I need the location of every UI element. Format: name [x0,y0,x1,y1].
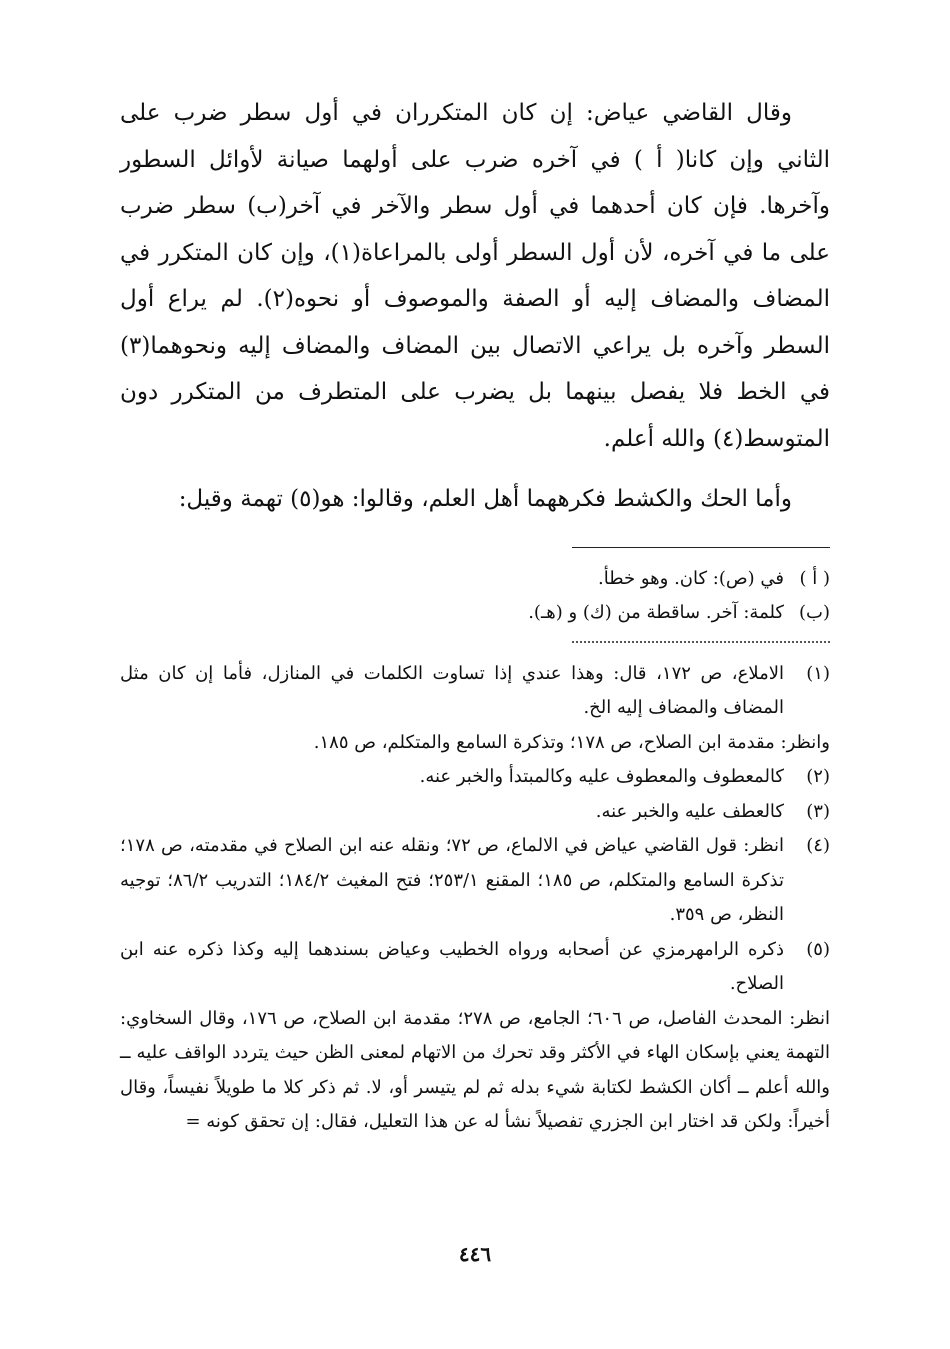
footnote-line: الاملاع، ص ١٧٢، قال: وهذا عندي إذا تساوت الكلمات في المنازل، فأما إن كان مثل المضاف والمضاف إليه الخ. [120,662,784,718]
footnote-5 [120,933,830,1002]
footnote-1 [120,657,830,726]
footnote-text: كالمعطوف والمعطوف عليه وكالمبتدأ والخبر عنه. [419,766,784,787]
footnote-text: كلمة: آخر. ساقطة من (ك) و (هـ). [528,602,784,623]
footnote-marker: (٣) [806,800,830,822]
main-paragraph-1: وقال القاضي عياض: إن كان المتكرران في أول سطر ضرب على الثاني وإن كانا( أ ) في آخره ضرب على أولهما صيانة لأوائل السطور وآخرها. فإن كان أحدهما في أول سطر والآخر في آخر(ب) سطر ضرب على ما في آخره، لأن أول السطر أولى بالمراعاة(١)، وإن كان المتكرر في المضاف والمضاف إليه أو الصفة والموصوف أو نحوه(٢). لم يراع أول السطر وآخره بل يراعي الاتصال بين المضاف والمضاف إليه ونحوهما(٣) في الخط فلا يفصل بينهما بل يضرب على المتطرف من المتكرر دون المتوسط(٤) والله أعلم. [120,100,830,452]
footnote-separator [572,547,830,548]
numbered-footnotes [120,657,830,1140]
main-paragraph-2: وأما الحك والكشط فكرههما أهل العلم، وقالوا: هو(٥) تهمة وقيل: [178,486,792,512]
footnote-4 [120,829,830,933]
footnote-marker: (٥) [806,938,830,960]
footnote-marker: ( أ ) [799,567,830,589]
footnote-marker: (٤) [806,835,830,856]
footnote-marker: (٢) [806,766,830,787]
footnote-a [120,562,830,597]
footnote-text: انظر: قول القاضي عياض في الالماع، ص ٧٢؛ ونقله عنه ابن الصلاح في مقدمته، ص ١٧٨؛ تذكرة السامع والمتكلم، ص ١٨٥؛ المقنع ٢٥٣/١؛ فتح المغيث ١٨٤/٢؛ التدريب ٨٦/٢؛ توجيه النظر، ص ٣٥٩. [120,835,784,925]
footnote-3 [120,795,830,830]
footnote-1-continuation: وانظر: مقدمة ابن الصلاح، ص ١٧٨؛ وتذكرة السامع والمتكلم، ص ١٨٥. [313,731,830,753]
main-text [120,90,830,523]
footnote-marker: (١) [806,662,830,684]
footnote-text [120,657,784,726]
letter-footnotes [120,562,830,631]
page-number: ٤٤٦ [458,1242,492,1266]
footnote-b [120,596,830,631]
footnote-text: في (ص): كان. وهو خطأ. [598,567,784,589]
dotted-separator [572,641,830,643]
footnote-2 [120,760,830,795]
footnote-text: ذكره الرامهرمزي عن أصحابه ورواه الخطيب وعياض بسندهما إليه وكذا ذكره عنه ابن الصلاح. [120,938,784,994]
footnote-text: كالعطف عليه والخبر عنه. [595,800,784,822]
footnote-marker: (ب) [799,602,830,623]
footnote-5-continuation: انظر: المحدث الفاصل، ص ٦٠٦؛ الجامع، ص ٢٧٨؛ مقدمة ابن الصلاح، ص ١٧٦، وقال السخاوي: التهمة يعني بإسكان الهاء في الأكثر وقد تحرك من الاتهام لمعنى الظن حيث يتردد الواقف عليه ــ والله أعلم ــ أكان الكشط لكتابة شيء بدله ثم لم يتيسر أو، لا. ثم ذكر كلا ما طويلاً نفيساً، وقال أخيراً: ولكن قد اختار ابن الجزري تفصيلاً نشأ له عن هذا التعليل، فقال: إن تحقق كونه = [120,1007,830,1132]
